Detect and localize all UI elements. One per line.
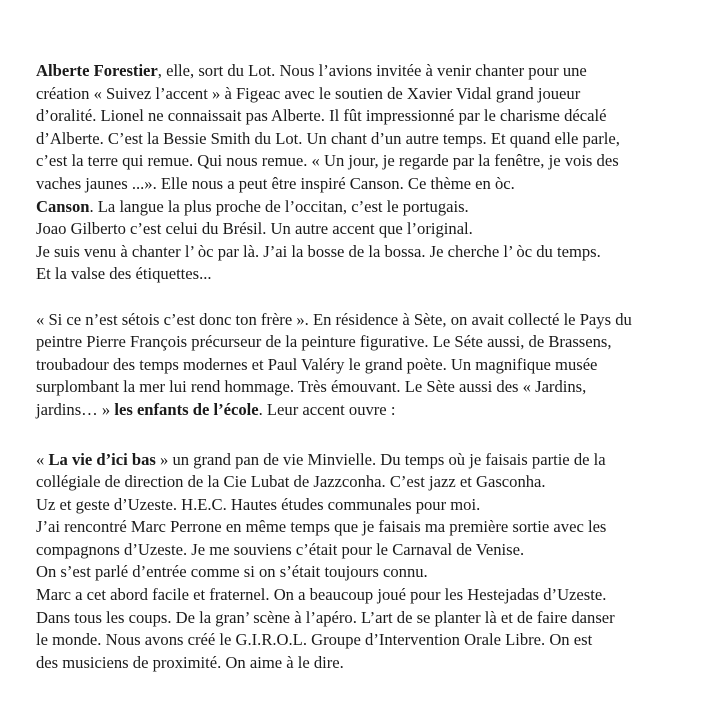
bold-title: les enfants de l’école <box>114 399 259 419</box>
text-line: peintre Pierre François précurseur de la peinture figurative. Le Séte aussi, de Brassens, <box>36 332 612 352</box>
paragraph-uzeste <box>36 449 676 675</box>
text-line: surplombant la mer lui rend hommage. Très émouvant. Le Sète aussi des « Jardins, <box>36 377 587 397</box>
text-line: d’oralité. Lionel ne connaissait pas Alberte. Il fût impressionné par le charisme décalé <box>36 106 607 126</box>
text-line: d’Alberte. C’est la Bessie Smith du Lot. Un chant d’un autre temps. Et quand elle parle, <box>36 128 620 148</box>
text-line: compagnons d’Uzeste. Je me souviens c’était pour le Carnaval de Venise. <box>36 539 525 559</box>
text-line: troubadour des temps modernes et Paul Valéry le grand poète. Un magnifique musée <box>36 354 598 374</box>
text-line: c’est la terre qui remue. Qui nous remue. « Un jour, je regarde par la fenêtre, je vois des <box>36 151 619 171</box>
paragraph-gap <box>36 422 676 449</box>
bold-name: Alberte Forestier <box>36 61 158 80</box>
text-line: On s’est parlé d’entrée comme si on s’était toujours connu. <box>36 562 428 582</box>
text-line: Marc a cet abord facile et fraternel. On a beaucoup joué pour les Hestejadas d’Uzeste. <box>36 585 607 605</box>
text-line: vaches jaunes ...». Elle nous a peut être inspiré Canson. Ce thème en òc. <box>36 173 515 193</box>
text-line: collégiale de direction de la Cie Lubat de Jazzconha. C’est jazz et Gasconha. <box>36 472 546 492</box>
bold-title: La vie d’ici bas <box>48 449 156 469</box>
text-line: Je suis venu à chanter l’ òc par là. J’ai la bosse de la bossa. Je cherche l’ òc du temps. <box>36 241 601 261</box>
paragraph-sete <box>36 309 676 422</box>
text-line: des musiciens de proximité. On aime à le dire. <box>36 652 344 672</box>
text-line: Et la valse des étiquettes... <box>36 264 212 284</box>
text-line: Uz et geste d’Uzeste. H.E.C. Hautes études communales pour moi. <box>36 494 481 514</box>
paragraph-gap <box>36 286 676 309</box>
text-line: « La vie d’ici bas » un grand pan de vie Minvielle. Du temps où je faisais partie de la <box>36 449 606 469</box>
text-line: le monde. Nous avons créé le G.I.R.O.L. Groupe d’Intervention Orale Libre. On est <box>36 630 593 650</box>
text-line: Joao Gilberto c’est celui du Brésil. Un autre accent que l’original. <box>36 219 473 239</box>
text-line: Alberte Forestier, elle, sort du Lot. Nous l’avions invitée à venir chanter pour une <box>36 61 587 80</box>
bold-title: Canson <box>36 196 90 216</box>
text-line: « Si ce n’est sétois c’est donc ton frère ». En résidence à Sète, on avait collecté le Pays du <box>36 309 632 329</box>
text-line: Dans tous les coups. De la gran’ scène à l’apéro. L’art de se planter là et de faire danser <box>36 607 615 627</box>
text-line: jardins… » les enfants de l’école. Leur accent ouvre : <box>36 399 396 419</box>
text-line: J’ai rencontré Marc Perrone en même temps que je faisais ma première sortie avec les <box>36 517 607 537</box>
paragraph-alberte <box>36 60 676 286</box>
document-page <box>36 60 676 674</box>
text-line: Canson. La langue la plus proche de l’occitan, c’est le portugais. <box>36 196 469 216</box>
text-line: création « Suivez l’accent » à Figeac avec le soutien de Xavier Vidal grand joueur <box>36 83 581 103</box>
